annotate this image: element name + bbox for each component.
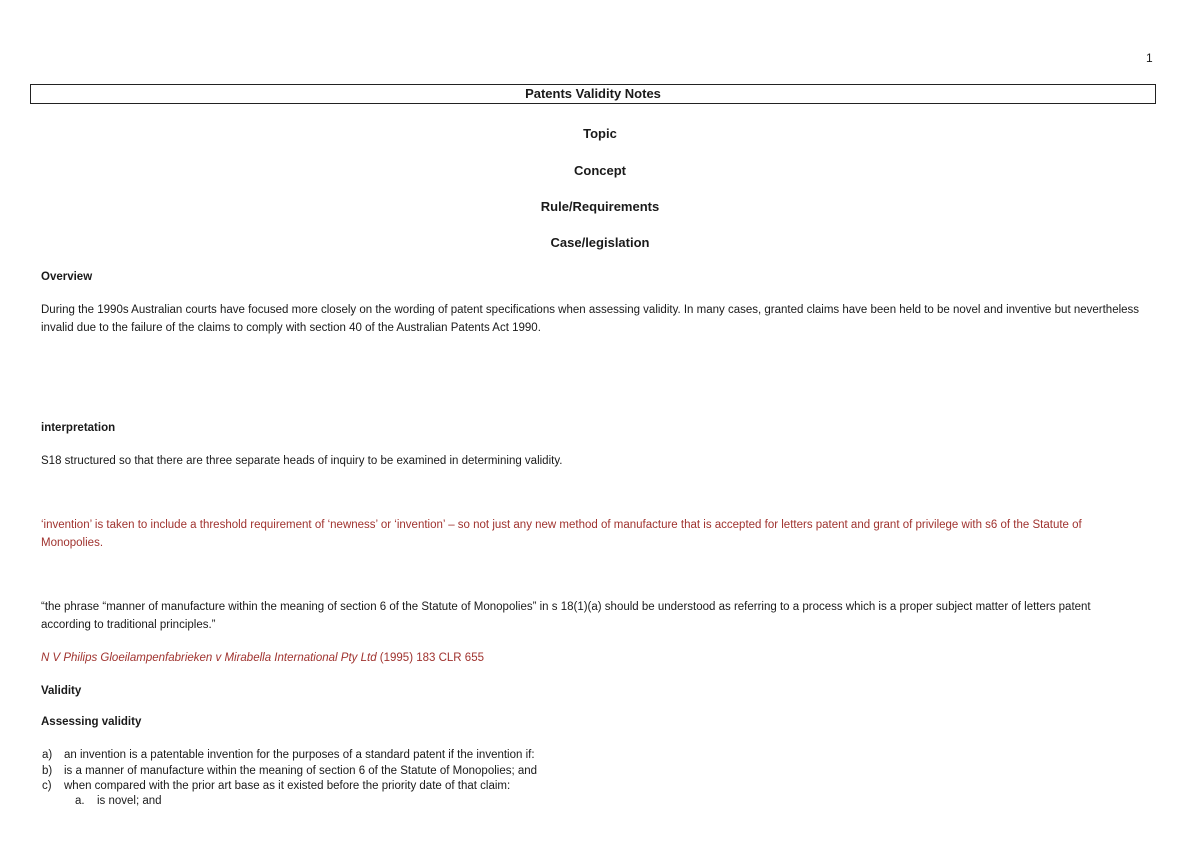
- list-subitem: a. is novel; and: [75, 795, 162, 807]
- interpretation-red-paragraph: ‘invention’ is taken to include a threshold requirement of ‘newness’ or ‘invention’ – so not just any new method of manufacture that is accepted for letters patent and grant of privilege with s6 of the Statute of Monopolies.: [41, 519, 1082, 549]
- overview-heading: Overview: [41, 271, 93, 283]
- interpretation-paragraph: S18 structured so that there are three separate heads of inquiry to be examined in determining validity.: [41, 455, 563, 467]
- assessing-validity-heading: Assessing validity: [41, 716, 142, 728]
- interpretation-quote: “the phrase “manner of manufacture within the meaning of section 6 of the Statute of Monopolies” in s 18(1)(a) should be understood as referring to a process which is a proper subject matter of letters patent according to traditional principles.”: [41, 601, 1091, 631]
- heading-concept: Concept: [574, 163, 626, 178]
- heading-rule: Rule/Requirements: [540, 199, 660, 214]
- page-number: 1: [1146, 51, 1153, 65]
- list-item: a) an invention is a patentable invention for the purposes of a standard patent if the invention if:: [42, 749, 535, 761]
- interpretation-heading: interpretation: [41, 422, 116, 434]
- case-name: N V Philips Gloeilampenfabrieken v Mirabella International Pty Ltd: [41, 652, 377, 664]
- case-citation: (1995) 183 CLR 655: [376, 652, 484, 664]
- heading-topic: Topic: [583, 126, 617, 141]
- list-item: c) when compared with the prior art base as it existed before the priority date of that claim:: [42, 780, 511, 792]
- overview-paragraph: During the 1990s Australian courts have focused more closely on the wording of patent specifications when assessing validity. In many cases, granted claims have been held to be novel and inventive but nevertheless invalid due to the failure of the claims to comply with section 40 of the Australian Patents Act 1990.: [41, 304, 1140, 334]
- heading-case: Case/legislation: [550, 235, 650, 250]
- document-title: Patents Validity Notes: [30, 84, 1156, 104]
- list-item: b) is a manner of manufacture within the meaning of section 6 of the Statute of Monopolies; and: [42, 765, 538, 777]
- case-reference: [41, 649, 1141, 667]
- validity-heading: Validity: [41, 685, 82, 697]
